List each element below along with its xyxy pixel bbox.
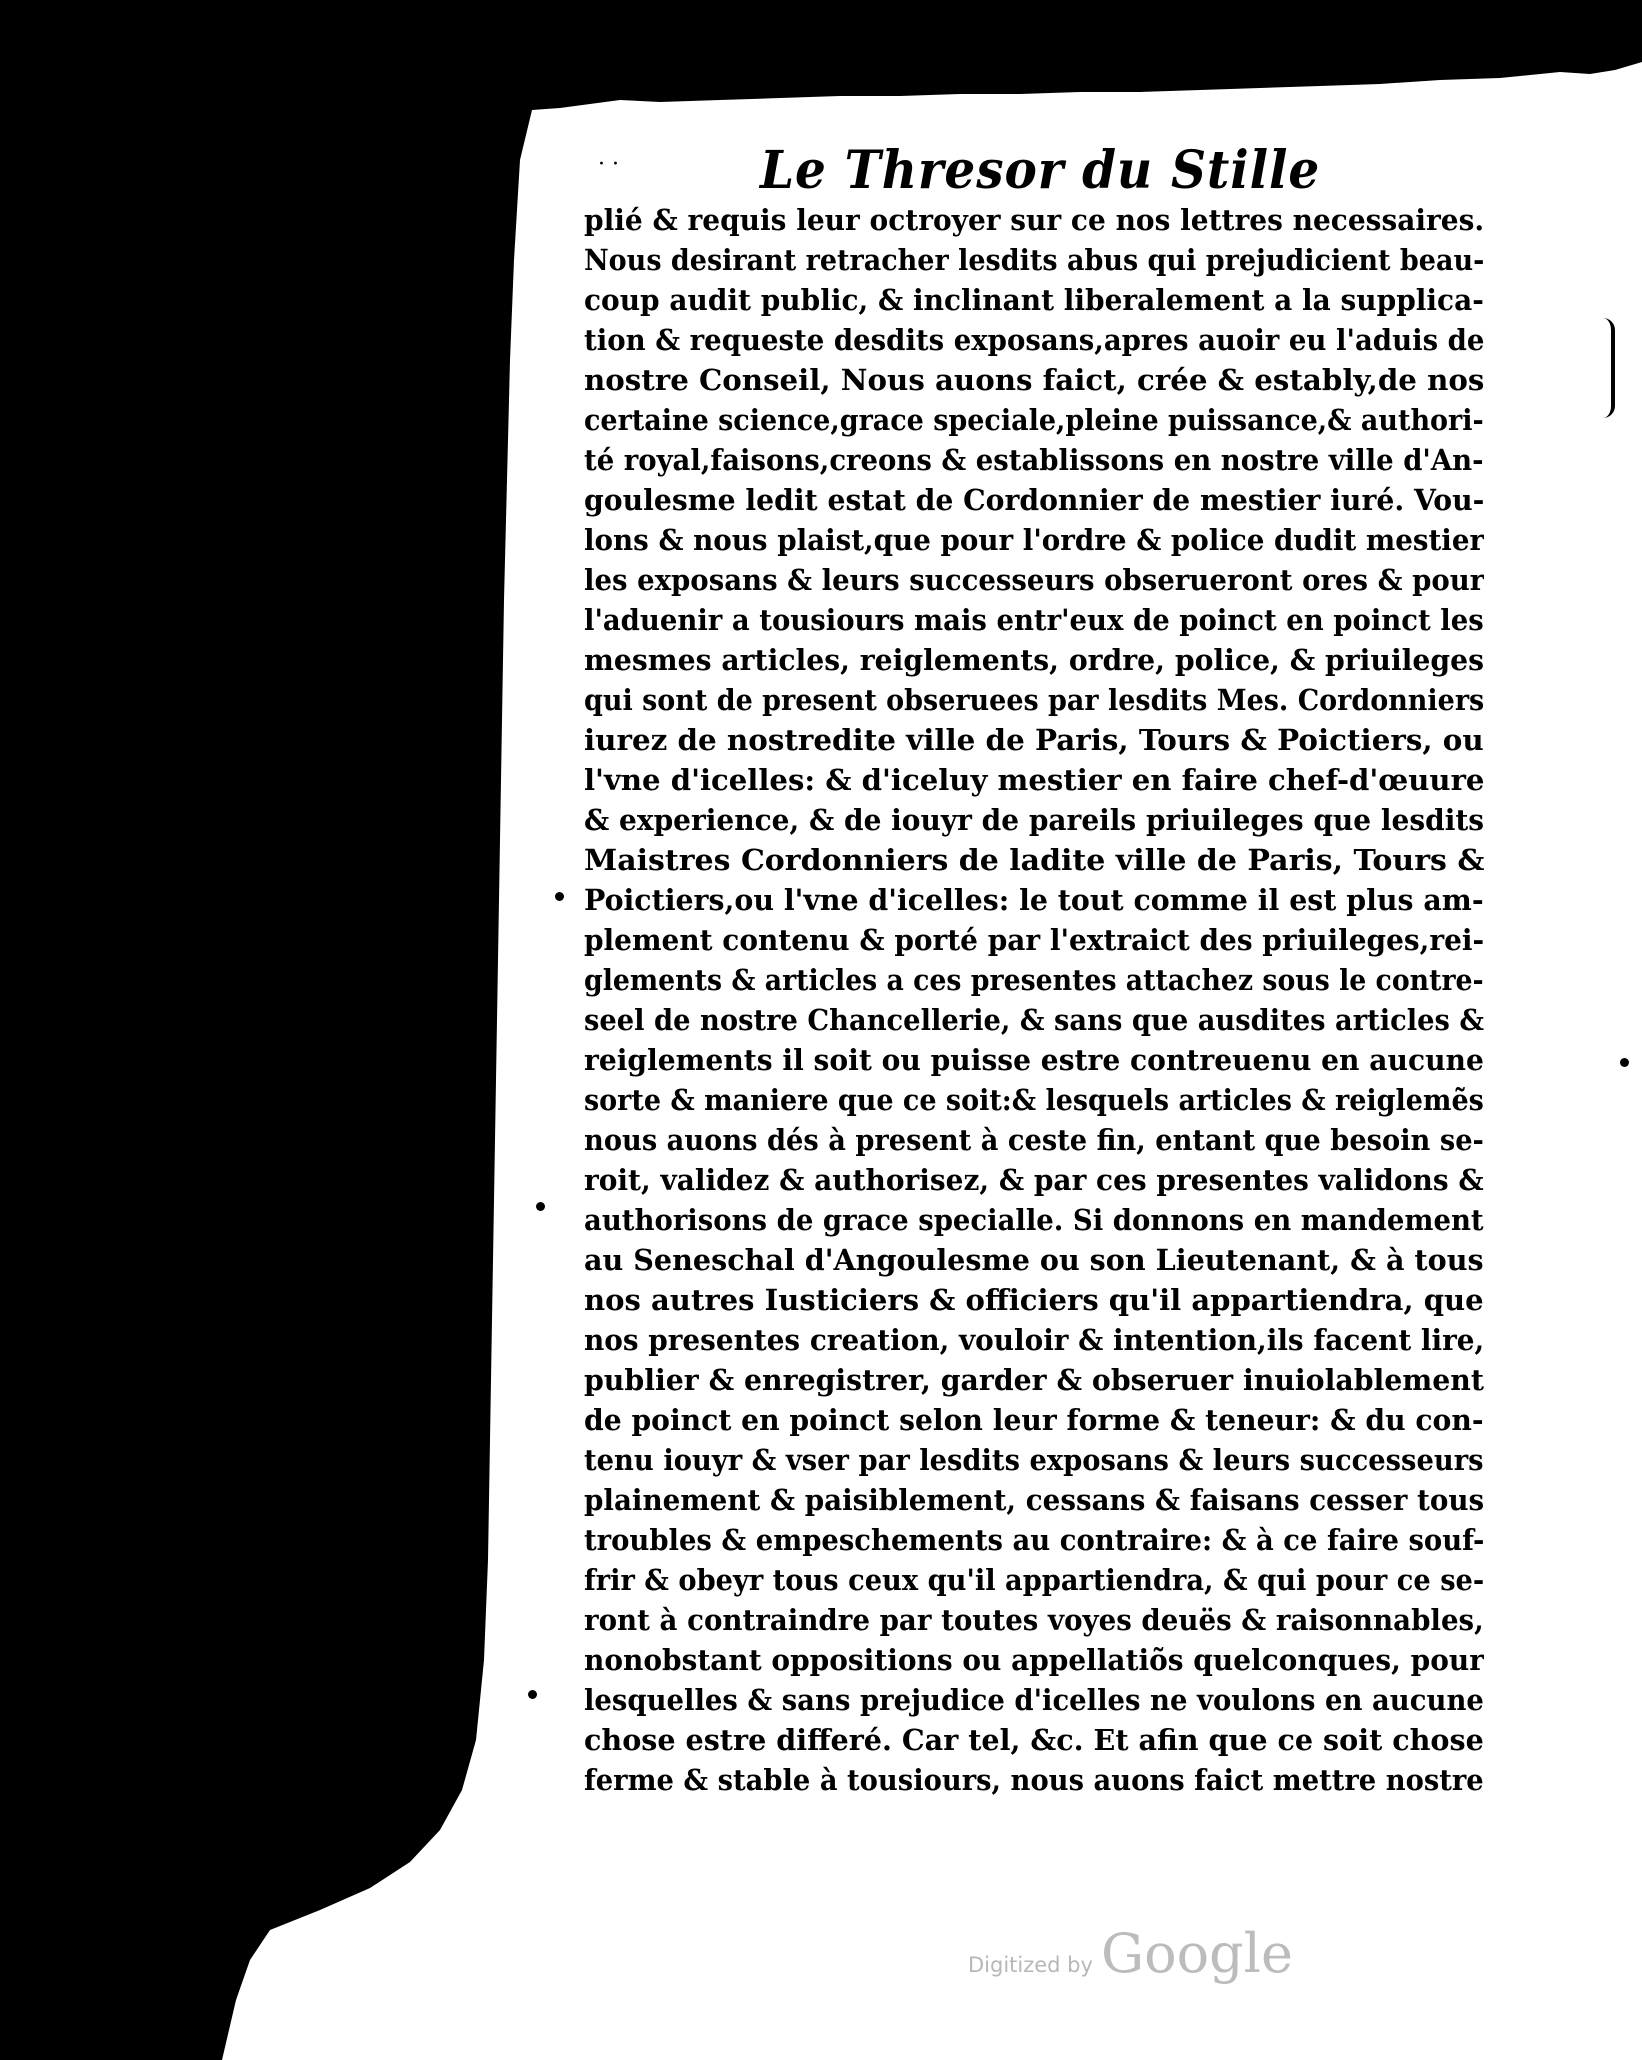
text-line: roit, validez & authorisez, & par ces presentes validons & xyxy=(584,1163,1484,1197)
text-line: sorte & maniere que ce soit:& lesquels articles & reiglemẽs xyxy=(584,1083,1484,1117)
text-line: Poictiers,ou l'vne d'icelles: le tout comme il est plus am- xyxy=(584,883,1484,917)
text-line: iurez de nostredite ville de Paris, Tours & Poictiers, ou xyxy=(584,723,1484,757)
text-line: seel de nostre Chancellerie, & sans que ausdites articles & xyxy=(584,1003,1484,1037)
text-line: tenu iouyr & vser par lesdits exposans & leurs successeurs xyxy=(584,1443,1484,1477)
text-line: de poinct en poinct selon leur forme & teneur: & du con- xyxy=(584,1403,1484,1437)
text-line: publier & enregistrer, garder & obseruer inuiolablement xyxy=(584,1363,1484,1397)
text-line: les exposans & leurs successeurs obserueront ores & pour xyxy=(584,563,1484,597)
watermark-prefix: Digitized by xyxy=(968,1953,1093,1977)
text-line: Nous desirant retracher lesdits abus qui prejudicient beau- xyxy=(584,243,1484,277)
text-line: plement contenu & porté par l'extraict des priuileges,rei- xyxy=(584,923,1484,957)
margin-dot xyxy=(1620,1058,1629,1067)
text-line: & experience, & de iouyr de pareils priuileges que lesdits xyxy=(584,803,1484,837)
margin-dot xyxy=(528,1690,537,1699)
text-line: glements & articles a ces presentes attachez sous le contre- xyxy=(584,963,1484,997)
text-line: nos autres Iusticiers & officiers qu'il appartiendra, que xyxy=(584,1283,1484,1317)
google-logo-text: Google xyxy=(1100,1922,1293,1985)
text-line: plié & requis leur octroyer sur ce nos lettres necessaires. xyxy=(584,203,1484,237)
text-line: goulesme ledit estat de Cordonnier de mestier iuré. Vou- xyxy=(584,483,1484,517)
text-line: frir & obeyr tous ceux qu'il appartiendra, & qui pour ce se- xyxy=(584,1563,1484,1597)
text-line: chose estre differé. Car tel, &c. Et afin que ce soit chose xyxy=(584,1723,1484,1757)
text-line: nos presentes creation, vouloir & intention,ils facent lire, xyxy=(584,1323,1484,1357)
text-line: té royal,faisons,creons & establissons en nostre ville d'An- xyxy=(584,443,1484,477)
text-line: authorisons de grace specialle. Si donnons en mandement xyxy=(584,1203,1484,1237)
text-line: nostre Conseil, Nous auons faict, crée & estably,de nos xyxy=(584,363,1484,397)
text-line: tion & requeste desdits exposans,apres auoir eu l'aduis de xyxy=(584,323,1484,357)
margin-dot xyxy=(555,892,564,901)
margin-bracket-mark xyxy=(1601,318,1615,418)
text-line: ront à contraindre par toutes voyes deuës & raisonnables, xyxy=(584,1603,1484,1637)
text-line: nous auons dés à present à ceste fin, entant que besoin se- xyxy=(584,1123,1484,1157)
text-line: nonobstant oppositions ou appellatiõs quelconques, pour xyxy=(584,1643,1484,1677)
body-text xyxy=(584,200,1484,1800)
running-header: Le Thresor du Stille xyxy=(760,140,1321,201)
text-line: troubles & empeschements au contraire: & à ce faire souf- xyxy=(584,1523,1484,1557)
text-line: mesmes articles, reiglements, ordre, police, & priuileges xyxy=(584,643,1484,677)
text-line: certaine science,grace speciale,pleine puissance,& authori- xyxy=(584,403,1484,437)
text-line: l'aduenir a tousiours mais entr'eux de poinct en poinct les xyxy=(584,603,1484,637)
margin-dot xyxy=(536,1202,545,1211)
text-line: coup audit public, & inclinant liberalement a la supplica- xyxy=(584,283,1484,317)
text-line: lesquelles & sans prejudice d'icelles ne voulons en aucune xyxy=(584,1683,1484,1717)
text-line: Maistres Cordonniers de ladite ville de Paris, Tours & xyxy=(584,843,1484,877)
text-line: reiglements il soit ou puisse estre contreuenu en aucune xyxy=(584,1043,1484,1077)
text-line: qui sont de present obseruees par lesdits Mes. Cordonniers xyxy=(584,683,1484,717)
text-line: lons & nous plaist,que pour l'ordre & police dudit mestier xyxy=(584,523,1484,557)
header-marks: · · xyxy=(598,152,619,177)
digitized-by-google-watermark xyxy=(968,1922,1388,1992)
text-line: au Seneschal d'Angoulesme ou son Lieutenant, & à tous xyxy=(584,1243,1484,1277)
text-line: plainement & paisiblement, cessans & faisans cesser tous xyxy=(584,1483,1484,1517)
text-line: ferme & stable à tousiours, nous auons faict mettre nostre xyxy=(584,1763,1484,1797)
text-line: l'vne d'icelles: & d'iceluy mestier en faire chef-d'œuure xyxy=(584,763,1484,797)
